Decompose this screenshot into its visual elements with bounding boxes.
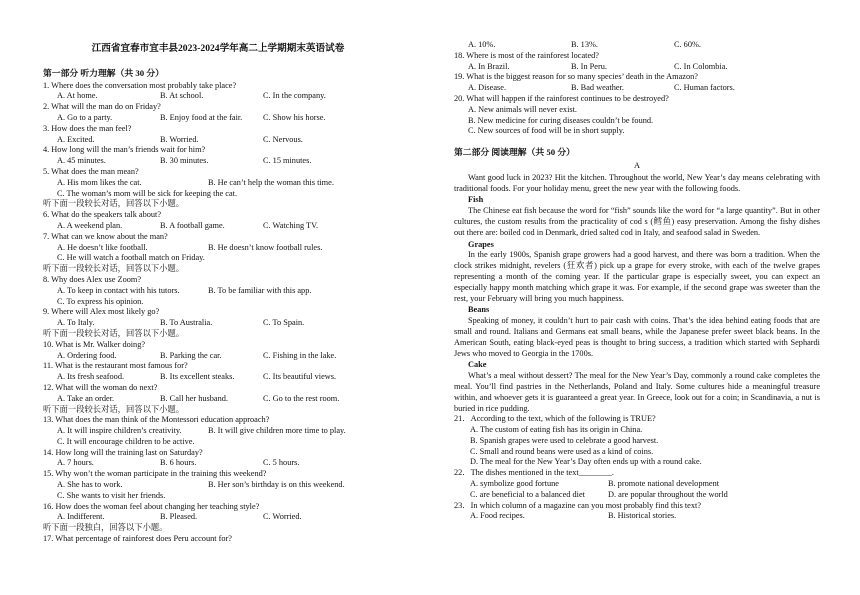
options-15	[43, 480, 393, 491]
option-a: A. Its fresh seafood.	[57, 372, 125, 382]
option-a: A. A weekend plan.	[57, 220, 123, 230]
option-a: A. 10%.	[468, 40, 496, 49]
question-17: 17. What percentage of rainforest does Peru account for?	[43, 534, 232, 544]
option-c: C. 15 minutes.	[263, 156, 312, 166]
option-a: A. 7 hours.	[57, 458, 94, 468]
question-7: 7. What can we know about the man?	[43, 231, 168, 241]
option-c: C. New sources of food will be in short supply.	[468, 126, 625, 136]
option-a: A. To Italy.	[57, 318, 95, 328]
question-14: 14. How long will the training last on Saturday?	[43, 447, 203, 457]
option-c: C. In the company.	[263, 91, 326, 101]
option-b: B. To be familiar with this app.	[208, 285, 312, 295]
option-b: B. At school.	[160, 91, 204, 101]
option-c: C. Watching TV.	[263, 220, 319, 230]
question-15: 15. Why won’t the woman participate in the training this weekend?	[43, 469, 267, 479]
option-a: A. In Brazil.	[468, 61, 510, 71]
option-c: C. Worried.	[263, 512, 302, 522]
passage-fish: The Chinese eat fish because the word for “fish” sounds like the word for “a large quantity”. But in other cultures, the custom results from the practicality of cod s (鳕鱼) easy preservation. Among the fishy dishes out there are: boiled cod in Denmark, dried salted cod in Italy, and seafood salad in Sweden.	[454, 206, 820, 237]
option-b: B. He doesn’t know football rules.	[208, 242, 323, 252]
options-10	[43, 351, 393, 362]
options-11	[43, 372, 393, 383]
option-d: D. The meal for the New Year’s Day often ends up with a round cake.	[470, 457, 702, 467]
question-12: 12. What will the woman do next?	[43, 382, 158, 392]
option-b: B. Her son’s birthday is on this weekend.	[208, 480, 345, 490]
option-b: B. It will give children more time to play.	[208, 426, 346, 436]
option-d: D. are popular throughout the world	[608, 489, 728, 499]
options-7	[43, 243, 393, 254]
options-22-ab	[454, 479, 820, 490]
option-c: C. To express his opinion.	[57, 296, 144, 306]
right-column	[454, 0, 820, 522]
option-a: A. 45 minutes.	[57, 156, 106, 166]
option-c: C. are beneficial to a balanced diet	[470, 489, 585, 499]
options-16	[43, 512, 393, 523]
question-10: 10. What is Mr. Walker doing?	[43, 339, 146, 349]
options-18	[454, 62, 820, 73]
options-3	[43, 135, 393, 146]
option-b: B. Call her husband.	[160, 393, 228, 403]
option-c: C. 60%.	[674, 40, 701, 49]
option-b: B. Pleased.	[160, 512, 198, 522]
options-13	[43, 426, 393, 437]
listening-note: 听下面一段较长对话，回答以下小题。	[43, 404, 185, 414]
option-b: B. A football game.	[160, 220, 225, 230]
option-c: C. He will watch a football match on Friday.	[57, 253, 205, 263]
option-c: C. Human factors.	[674, 83, 735, 93]
option-b: B. Enjoy food at the fair.	[160, 112, 243, 122]
option-a: A. His mom likes the cat.	[57, 177, 142, 187]
option-c: C. Go to the rest room.	[263, 393, 340, 403]
question-9: 9. Where will Alex most likely go?	[43, 307, 160, 317]
options-8	[43, 286, 393, 297]
exam-title: 江西省宜春市宜丰县2023-2024学年高二上学期期末英语试卷	[91, 43, 345, 54]
option-b: B. Historical stories.	[608, 511, 677, 521]
listening-note: 听下面一段较长对话，回答以下小题。	[43, 264, 185, 274]
option-b: B. Bad weather.	[571, 83, 624, 93]
option-b: B. 13%.	[571, 40, 598, 49]
listening-note: 听下面一段较长对话，回答以下小题。	[43, 199, 185, 209]
option-b: B. 6 hours.	[160, 458, 197, 468]
option-b: B. To Australia.	[160, 318, 213, 328]
option-a: A. New animals will never exist.	[468, 104, 577, 114]
options-6	[43, 221, 393, 232]
part2-heading: 第二部分 阅读理解（共 50 分）	[454, 147, 575, 158]
listening-note: 听下面一段较长对话，回答以下小题。	[43, 328, 185, 338]
question-13: 13. What does the man think of the Montessori education approach?	[43, 415, 270, 425]
question-16: 16. How does the woman feel about changing her teaching style?	[43, 501, 260, 511]
question-23: 23．In which column of a magazine can you most probably find this text?	[454, 500, 702, 510]
option-b: B. Its excellent steaks.	[160, 372, 235, 382]
option-c: C. 5 hours.	[263, 458, 300, 468]
options-9	[43, 318, 393, 329]
option-a: A. Indifferent.	[57, 512, 105, 522]
option-b: B. Worried.	[160, 134, 199, 144]
section-heading-fish: Fish	[468, 195, 484, 205]
options-22-cd	[454, 490, 820, 501]
option-b: B. New medicine for curing diseases couldn’t be found.	[468, 115, 654, 125]
question-1: 1. Where does the conversation most probably take place?	[43, 80, 237, 90]
question-11: 11. What is the restaurant most famous for?	[43, 361, 188, 371]
question-20: 20. What will happen if the rainforest continues to be destroyed?	[454, 93, 669, 103]
options-5	[43, 178, 393, 189]
question-8: 8. Why does Alex use Zoom?	[43, 274, 142, 284]
question-21: 21．According to the text, which of the following is TRUE?	[454, 414, 656, 424]
option-a: A. symbolize good fortune	[470, 479, 559, 489]
passage-cake: What’s a meal without dessert? The meal for the New Year’s Day, commonly a round cake completes the meal. You’ll find pastries in the Netherlands, Poland and Italy. Some cultures hide a meaningful treasure within, and whoever gets it is guaranteed a great year. In Greece, look out for a coin; in Scandinavia, a nut is buried in rice pudding.	[454, 371, 820, 413]
option-c: C. The woman’s mom will be sick for keeping the cat.	[57, 188, 238, 198]
options-23	[454, 511, 820, 522]
options-19	[454, 83, 820, 94]
option-c: C. Show his horse.	[263, 112, 326, 122]
option-a: A. The custom of eating fish has its origin in China.	[470, 425, 643, 435]
question-4: 4. How long will the man’s friends wait for him?	[43, 145, 206, 155]
option-c: C. Nervous.	[263, 134, 303, 144]
part1-heading: 第一部分 听力理解（共 30 分）	[43, 67, 164, 78]
option-a: A. Ordering food.	[57, 350, 117, 360]
left-column	[43, 0, 393, 545]
options-17	[454, 40, 820, 51]
option-a: A. Go to a party.	[57, 112, 113, 122]
option-a: A. Disease.	[468, 83, 507, 93]
question-19: 19. What is the biggest reason for so many species’ death in the Amazon?	[454, 72, 698, 82]
option-b: B. In Peru.	[571, 61, 607, 71]
question-6: 6. What do the speakers talk about?	[43, 210, 162, 220]
option-b: B. 30 minutes.	[160, 156, 209, 166]
option-c: C. Small and round beans were used as a kind of coins.	[470, 446, 654, 456]
question-2: 2. What will the man do on Friday?	[43, 102, 161, 112]
option-c: C. Its beautiful views.	[263, 372, 337, 382]
option-b: B. promote national development	[608, 479, 720, 489]
question-22: 22．The dishes mentioned in the text________.	[454, 468, 614, 478]
option-c: C. She wants to visit her friends.	[57, 490, 166, 500]
options-4	[43, 156, 393, 167]
passage-grapes: In the early 1900s, Spanish grape growers had a good harvest, and there was born a tradition. When the clock strikes midnight, revelers (狂欢者) pick up a grape for every stroke, with each of the twelve grapes representing a month of the coming year. If the particular grape is especially sweet, you can expect an especially happy month matching which grape it was. For example, if the second grape was sweeter than the rest, your February will bring you much happiness.	[454, 250, 820, 303]
option-b: B. Parking the car.	[160, 350, 222, 360]
options-2	[43, 113, 393, 124]
option-c: C. Fishing in the lake.	[263, 350, 337, 360]
section-heading-cake: Cake	[468, 360, 487, 370]
question-3: 3. How does the man feel?	[43, 123, 132, 133]
section-heading-grapes: Grapes	[468, 239, 494, 249]
option-a: A. Excited.	[57, 134, 95, 144]
option-a: A. She has to work.	[57, 480, 123, 490]
question-18: 18. Where is most of the rainforest located?	[454, 50, 599, 60]
listening-note: 听下面一段独白，回答以下小题。	[43, 523, 168, 533]
question-5: 5. What does the man mean?	[43, 166, 139, 176]
option-c: C. In Colombia.	[674, 61, 728, 71]
option-a: A. Take an order.	[57, 393, 115, 403]
option-a: A. It will inspire children’s creativity.	[57, 426, 182, 436]
options-14	[43, 458, 393, 469]
passage-beans: Speaking of money, it couldn’t hurt to pair cash with coins. That’s the idea behind eating foods that are small and round. Italians and Germans eat small beans, while the Japanese prefer sweet black beans. In the American South, eating black-eyed peas is thought to bring success, a tradition which started with Sephardi Jews who moved to Georgia in the 1700s.	[454, 316, 820, 358]
option-c: C. To Spain.	[263, 318, 305, 328]
option-b: B. He can’t help the woman this time.	[208, 177, 334, 187]
option-b: B. Spanish grapes were used to celebrate a good harvest.	[470, 435, 659, 445]
option-c: C. It will encourage children to be active.	[57, 436, 195, 446]
section-heading-beans: Beans	[468, 305, 490, 315]
options-1	[43, 91, 393, 102]
option-a: A. He doesn’t like football.	[57, 242, 148, 252]
passage-label: A	[634, 160, 640, 170]
options-12	[43, 394, 393, 405]
option-a: A. To keep in contact with his tutors.	[57, 285, 180, 295]
option-a: A. Food recipes.	[470, 511, 525, 521]
passage-intro: Want good luck in 2023? Hit the kitchen. Throughout the world, New Year’s day means celebrating with traditional foods. For your holiday menu, greet the new year with the following foods.	[454, 172, 820, 193]
option-a: A. At home.	[57, 91, 98, 101]
